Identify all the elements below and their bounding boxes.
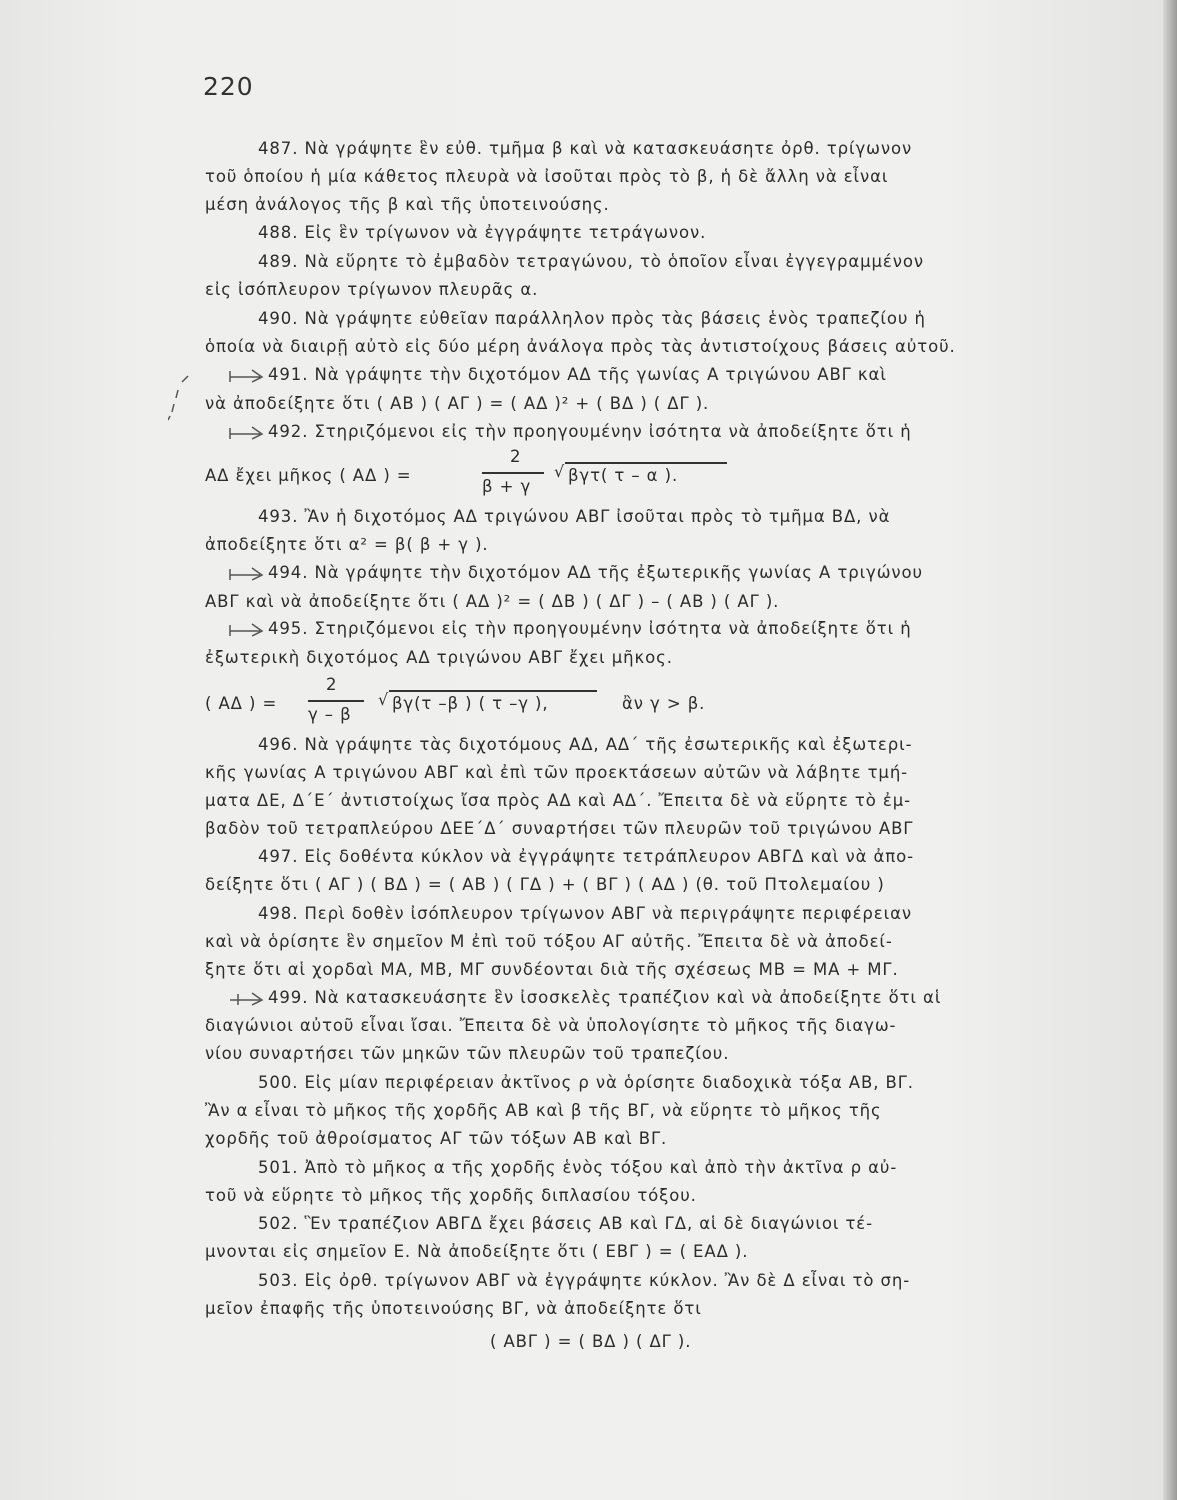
fraction-numerator: 2 bbox=[326, 675, 338, 694]
radical-sign: √ bbox=[378, 690, 389, 709]
text-line: 487. Νὰ γράψητε ἓν εὐθ. τμῆμα β καὶ νὰ κατασκευάσητε ὀρθ. τρίγωνον bbox=[258, 139, 913, 158]
text-line: 490. Νὰ γράψητε εὐθεῖαν παράλληλον πρὸς τὰς βάσεις ἑνὸς τραπεζίου ἡ bbox=[258, 309, 926, 328]
text-line: μεῖον ἐπαφῆς τῆς ὑποτεινούσης ΒΓ, νὰ ἀποδείξητε ὅτι bbox=[205, 1299, 702, 1318]
fraction-denominator: β + γ bbox=[482, 477, 532, 496]
arrow-mark-icon bbox=[228, 988, 266, 1012]
radical-bar bbox=[565, 462, 727, 464]
arrow-mark-icon bbox=[228, 563, 266, 587]
text-line: 503. Εἰς ὀρθ. τρίγωνον ΑΒΓ νὰ ἐγγράψητε κύκλον. Ἂν δὲ Δ εἶναι τὸ ση- bbox=[258, 1271, 911, 1290]
text-line: ( ΑΔ ) = bbox=[205, 694, 278, 713]
text-line: ἐξωτερικὴ διχοτόμος ΑΔ τριγώνου ΑΒΓ ἔχει μῆκος. bbox=[205, 648, 673, 667]
text-line: 493. Ἂν ἡ διχοτόμος ΑΔ τριγώνου ΑΒΓ ἰσοῦται πρὸς τὸ τμῆμα ΒΔ, νὰ bbox=[258, 507, 891, 526]
text-line: νὰ ἀποδείξητε ὅτι ( ΑΒ ) ( ΑΓ ) = ( ΑΔ )² + ( ΒΔ ) ( ΔΓ ). bbox=[205, 394, 710, 413]
radicand: βγτ( τ – α ). bbox=[568, 466, 679, 485]
arrow-mark-icon bbox=[228, 619, 266, 643]
formula-condition: ἂν γ > β. bbox=[622, 694, 706, 713]
text-line: μέση ἀνάλογος τῆς β καὶ τῆς ὑποτεινούσης. bbox=[205, 195, 610, 214]
text-line: δείξητε ὅτι ( ΑΓ ) ( ΒΔ ) = ( ΑΒ ) ( ΓΔ ) + ( ΒΓ ) ( ΑΔ ) (θ. τοῦ Πτολεμαίου ) bbox=[205, 875, 885, 894]
text-line: τοῦ ὁποίου ἡ μία κάθετος πλευρὰ νὰ ἰσοῦται πρὸς τὸ β, ἡ δὲ ἄλλη νὰ εἶναι bbox=[205, 167, 889, 186]
text-line: 497. Εἰς δοθέντα κύκλον νὰ ἐγγράψητε τετράπλευρον ΑΒΓΔ καὶ νὰ ἀπο- bbox=[258, 847, 914, 866]
text-line: 495. Στηριζόμενοι εἰς τὴν προηγουμένην ἰσότητα νὰ ἀποδείξητε ὅτι ἡ bbox=[268, 619, 912, 638]
text-line: 498. Περὶ δοθὲν ἰσόπλευρον τρίγωνον ΑΒΓ νὰ περιγράψητε περιφέρειαν bbox=[258, 904, 912, 923]
text-line: ΑΔ ἔχει μῆκος ( ΑΔ ) = bbox=[205, 466, 412, 485]
text-line: ΑΒΓ καὶ νὰ ἀποδείξητε ὅτι ( ΑΔ )² = ( ΔΒ ) ( ΔΓ ) – ( ΑΒ ) ( ΑΓ ). bbox=[205, 592, 780, 611]
pencil-scribble-icon bbox=[168, 372, 198, 422]
text-line: νίου συναρτήσει τῶν μηκῶν τῶν πλευρῶν τοῦ τραπεζίου. bbox=[205, 1044, 730, 1063]
text-line: 488. Εἰς ἓν τρίγωνον νὰ ἐγγράψητε τετράγωνον. bbox=[258, 223, 707, 242]
radicand: βγ(τ –β ) ( τ –γ ), bbox=[392, 694, 549, 713]
page-edge-shadow bbox=[1163, 0, 1177, 1500]
page-number: 220 bbox=[203, 72, 254, 101]
fraction-bar bbox=[308, 700, 364, 702]
text-line: διαγώνιοι αὐτοῦ εἶναι ἴσαι. Ἔπειτα δὲ νὰ ὑπολογίσητε τὸ μῆκος τῆς διαγω- bbox=[205, 1016, 897, 1035]
fraction-bar bbox=[482, 472, 544, 474]
radical-sign: √ bbox=[554, 462, 565, 481]
text-line: Ἂν α εἶναι τὸ μῆκος τῆς χορδῆς ΑΒ καὶ β τῆς ΒΓ, νὰ εὕρητε τὸ μῆκος τῆς bbox=[205, 1101, 882, 1120]
text-line: κῆς γωνίας Α τριγώνου ΑΒΓ καὶ ἐπὶ τῶν προεκτάσεων αὐτῶν νὰ λάβητε τμή- bbox=[205, 763, 909, 782]
text-line: 494. Νὰ γράψητε τὴν διχοτόμον ΑΔ τῆς ἐξωτερικῆς γωνίας Α τριγώνου bbox=[268, 563, 923, 582]
fraction-denominator: γ – β bbox=[308, 705, 352, 724]
text-line: 502. Ἓν τραπέζιον ΑΒΓΔ ἔχει βάσεις ΑΒ καὶ ΓΔ, αἱ δὲ διαγώνιοι τέ- bbox=[258, 1214, 873, 1233]
text-line: 501. Ἀπὸ τὸ μῆκος α τῆς χορδῆς ἑνὸς τόξου καὶ ἀπὸ τὴν ἀκτῖνα ρ αὐ- bbox=[258, 1158, 898, 1177]
text-line: εἰς ἰσόπλευρον τρίγωνον πλευρᾶς α. bbox=[205, 280, 539, 299]
text-line: ὁποία νὰ διαιρῇ αὐτὸ εἰς δύο μέρη ἀνάλογα πρὸς τὰς ἀντιστοίχους βάσεις αὐτοῦ. bbox=[205, 337, 956, 356]
arrow-mark-icon bbox=[228, 365, 266, 389]
text-line: ἀποδείξητε ὅτι α² = β( β + γ ). bbox=[205, 535, 489, 554]
text-line: χορδῆς τοῦ ἀθροίσματος ΑΓ τῶν τόξων ΑΒ καὶ ΒΓ. bbox=[205, 1129, 668, 1148]
margin-pencil-mark bbox=[168, 372, 198, 422]
text-line: ξητε ὅτι αἱ χορδαὶ ΜΑ, ΜΒ, ΜΓ συνδέονται διὰ τῆς σχέσεως ΜΒ = ΜΑ + ΜΓ. bbox=[205, 960, 899, 979]
text-line: 492. Στηριζόμενοι εἰς τὴν προηγουμένην ἰσότητα νὰ ἀποδείξητε ὅτι ἡ bbox=[268, 422, 912, 441]
text-line: 500. Εἰς μίαν περιφέρειαν ἀκτῖνος ρ νὰ ὁρίσητε διαδοχικὰ τόξα ΑΒ, ΒΓ. bbox=[258, 1073, 914, 1092]
text-line: βαδὸν τοῦ τετραπλεύρου ΔΕΕ΄Δ΄ συναρτήσει τῶν πλευρῶν τοῦ τριγώνου ΑΒΓ bbox=[205, 819, 914, 838]
arrow-mark-icon bbox=[228, 422, 266, 446]
text-line: 491. Νὰ γράψητε τὴν διχοτόμον ΑΔ τῆς γωνίας Α τριγώνου ΑΒΓ καὶ bbox=[268, 365, 887, 384]
text-line: 496. Νὰ γράψητε τὰς διχοτόμους ΑΔ, ΑΔ΄ τῆς ἐσωτερικῆς καὶ ἐξωτερι- bbox=[258, 735, 913, 754]
text-line: 489. Νὰ εὕρητε τὸ ἐμβαδὸν τετραγώνου, τὸ ὁποῖον εἶναι ἐγγεγραμμένον bbox=[258, 252, 924, 271]
text-line: ματα ΔΕ, Δ΄Ε΄ ἀντιστοίχως ἴσα πρὸς ΑΔ καὶ ΑΔ΄. Ἔπειτα δὲ νὰ εὕρητε τὸ ἐμ- bbox=[205, 791, 911, 810]
text-line: καὶ νὰ ὁρίσητε ἓν σημεῖον Μ ἐπὶ τοῦ τόξου ΑΓ αὐτῆς. Ἔπειτα δὲ νὰ ἀποδεί- bbox=[205, 932, 893, 951]
centered-formula: ( ΑΒΓ ) = ( ΒΔ ) ( ΔΓ ). bbox=[490, 1332, 692, 1351]
fraction-numerator: 2 bbox=[510, 447, 522, 466]
text-line: 499. Νὰ κατασκευάσητε ἓν ἰσοσκελὲς τραπέζιον καὶ νὰ ἀποδείξητε ὅτι αἱ bbox=[268, 988, 942, 1007]
text-line: τοῦ νὰ εὕρητε τὸ μῆκος τῆς χορδῆς διπλασίου τόξου. bbox=[205, 1186, 697, 1205]
radical-bar bbox=[389, 690, 597, 692]
text-line: μνονται εἰς σημεῖον Ε. Νὰ ἀποδείξητε ὅτι ( ΕΒΓ ) = ( ΕΑΔ ). bbox=[205, 1242, 749, 1261]
